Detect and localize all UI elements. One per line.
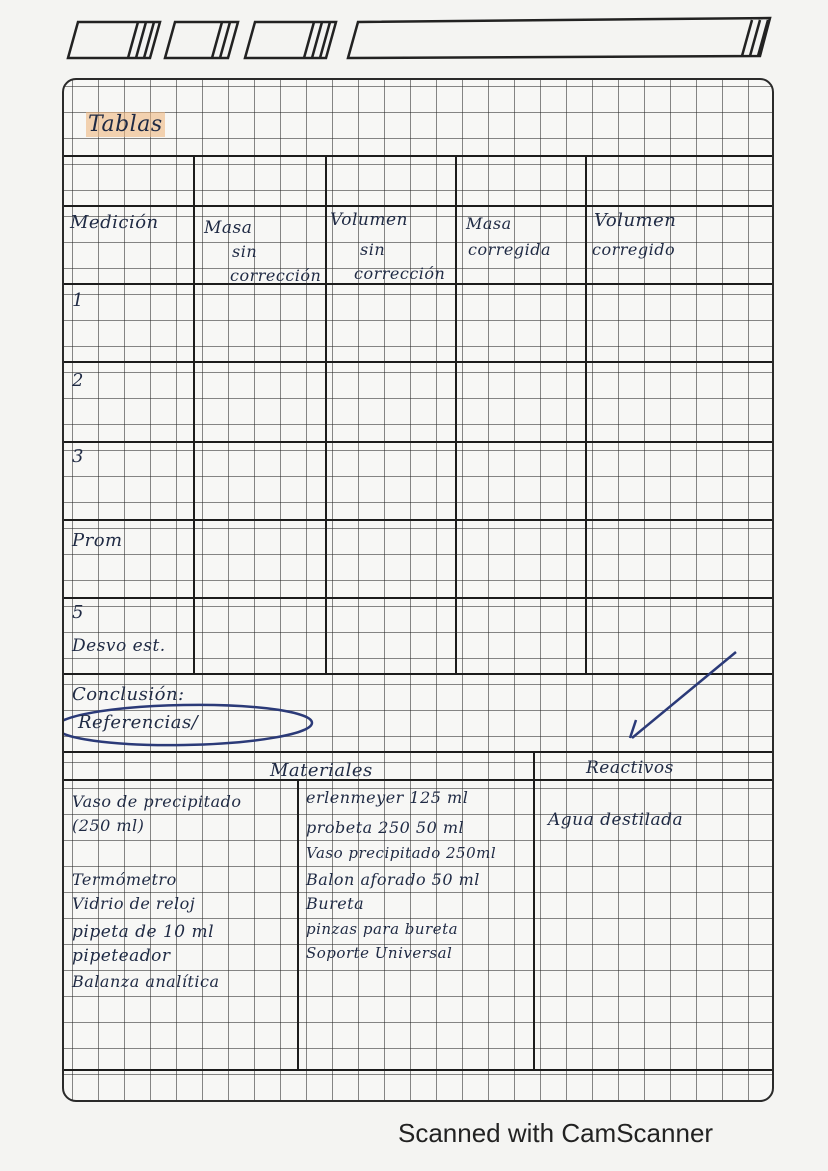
row-label-2: 2 (72, 370, 84, 391)
material-left-item: (250 ml) (72, 816, 145, 835)
material-left-item: Vidrio de reloj (72, 894, 196, 913)
scanner-watermark: Scanned with CamScanner (398, 1118, 714, 1148)
grid-sheet (62, 78, 774, 1102)
material-left-item: pipeteador (72, 946, 171, 966)
material-left-item: Termómetro (72, 870, 177, 889)
header-masa-line3: corrección (230, 266, 322, 285)
material-right-item: Bureta (306, 894, 365, 913)
reagents-heading: Reactivos (586, 758, 674, 778)
header-volumen-line2: sin (360, 240, 386, 259)
header-strip (0, 0, 828, 70)
page-title: Tablas (88, 112, 163, 137)
row-label-prom: Prom (72, 530, 123, 551)
header-masa-corregida-line2: corregida (468, 240, 551, 259)
header-volumen-line3: corrección (354, 264, 446, 283)
material-right-item: probeta 250 50 ml (306, 818, 465, 837)
material-right-item: Balon aforado 50 ml (306, 870, 480, 889)
row-label-1: 1 (72, 290, 84, 311)
references-label: Referencias/ (78, 712, 199, 733)
material-right-item: erlenmeyer 125 ml (306, 788, 469, 807)
header-volumen-corregido-line1: Volumen (594, 210, 677, 231)
header-medicion: Medición (70, 212, 159, 233)
row-label-3: 3 (72, 446, 84, 467)
material-right-item: Soporte Universal (306, 944, 453, 962)
material-left-item: pipeta de 10 ml (72, 922, 215, 942)
material-left-item: Vaso de precipitado (72, 792, 242, 811)
material-right-item: pinzas para bureta (306, 920, 459, 938)
row-label-5: 5 (72, 602, 84, 623)
header-masa-corregida-line1: Masa (466, 214, 512, 233)
reagent-item: Agua destilada (548, 810, 684, 830)
header-volumen-line1: Volumen (330, 210, 408, 230)
row-label-desvio: Desvo est. (72, 636, 166, 656)
header-volumen-corregido-line2: corregido (592, 240, 676, 259)
conclusion-label: Conclusión: (72, 684, 185, 705)
header-masa-line1: Masa (204, 218, 253, 238)
material-left-item: Balanza analítica (72, 972, 220, 991)
material-right-item: Vaso precipitado 250ml (306, 844, 497, 862)
header-masa-line2: sin (232, 242, 258, 261)
materials-heading: Materiales (270, 760, 373, 781)
